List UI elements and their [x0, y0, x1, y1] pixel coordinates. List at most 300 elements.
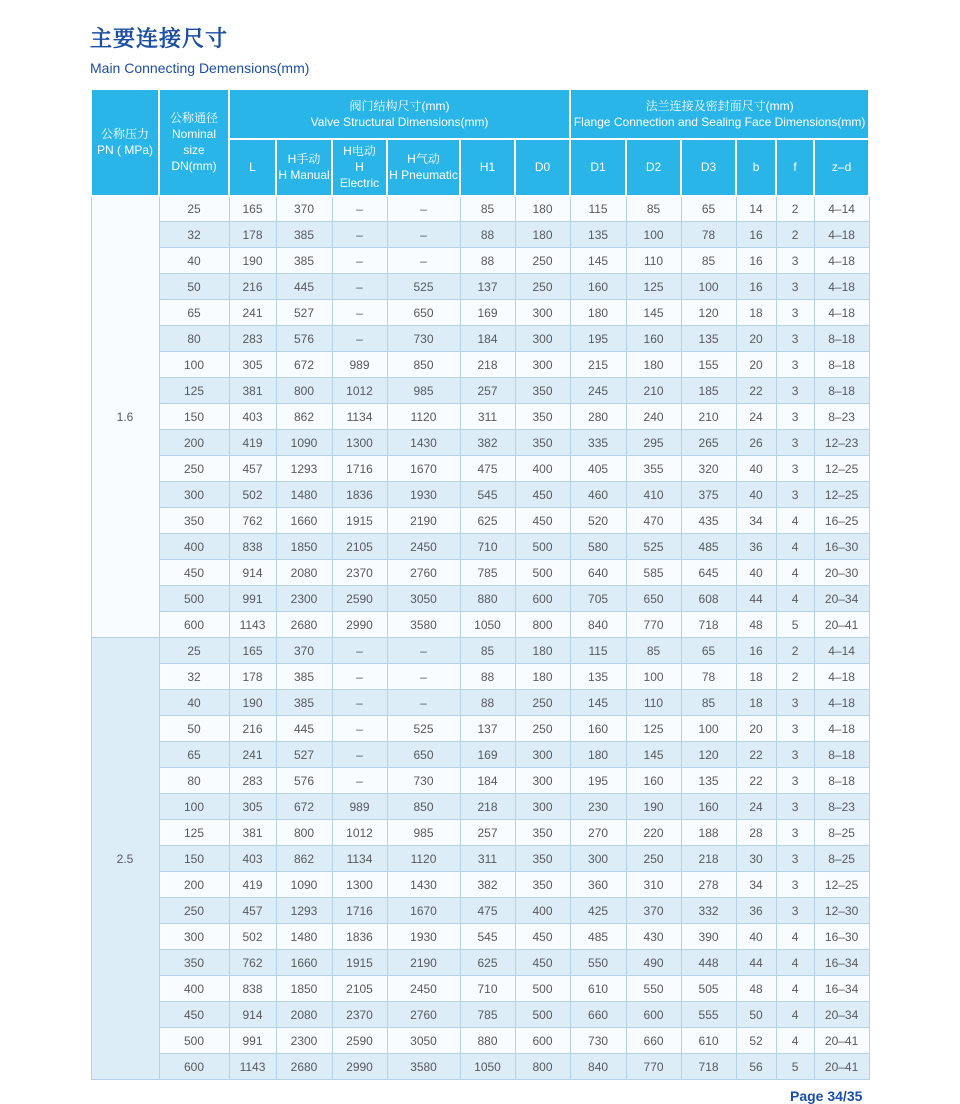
table-row [91, 352, 869, 378]
data-cell: 4–14 [814, 638, 869, 664]
data-cell: 3 [776, 456, 814, 482]
data-cell: 525 [387, 716, 460, 742]
data-cell: 610 [681, 1028, 736, 1054]
data-cell: 20–41 [814, 1054, 869, 1080]
dn-cell: 40 [159, 690, 229, 716]
data-cell: 350 [515, 378, 570, 404]
data-cell: 3 [776, 378, 814, 404]
data-cell: 85 [626, 196, 681, 222]
data-cell: 16–34 [814, 950, 869, 976]
data-cell: 405 [570, 456, 626, 482]
data-cell: 381 [229, 378, 276, 404]
header-col-d0 [515, 139, 570, 196]
data-cell: 370 [626, 898, 681, 924]
data-cell: 2680 [276, 1054, 332, 1080]
dn-cell: 450 [159, 560, 229, 586]
data-cell: 1050 [460, 612, 515, 638]
data-cell: 180 [570, 300, 626, 326]
data-cell: 3 [776, 326, 814, 352]
data-cell: 625 [460, 950, 515, 976]
data-cell: 88 [460, 248, 515, 274]
data-cell: 2990 [332, 612, 387, 638]
data-cell: 800 [515, 612, 570, 638]
data-cell: 4 [776, 586, 814, 612]
data-cell: 22 [736, 768, 776, 794]
data-cell: 218 [460, 794, 515, 820]
data-cell: 5 [776, 1054, 814, 1080]
data-cell: – [387, 690, 460, 716]
data-cell: 165 [229, 196, 276, 222]
data-cell: – [332, 326, 387, 352]
data-cell: 485 [681, 534, 736, 560]
data-cell: 8–18 [814, 326, 869, 352]
data-cell: 178 [229, 664, 276, 690]
data-cell: 527 [276, 742, 332, 768]
data-cell: 257 [460, 820, 515, 846]
data-cell: 880 [460, 586, 515, 612]
data-cell: 14 [736, 196, 776, 222]
data-cell: 403 [229, 846, 276, 872]
data-cell: 4 [776, 560, 814, 586]
data-cell: 545 [460, 482, 515, 508]
dn-cell: 500 [159, 1028, 229, 1054]
data-cell: 862 [276, 846, 332, 872]
data-cell: 672 [276, 794, 332, 820]
data-cell: 3 [776, 352, 814, 378]
data-cell: 3 [776, 872, 814, 898]
data-cell: 5 [776, 612, 814, 638]
dn-cell: 600 [159, 612, 229, 638]
data-cell: 190 [626, 794, 681, 820]
data-cell: 502 [229, 482, 276, 508]
data-cell: 311 [460, 404, 515, 430]
data-cell: 20–30 [814, 560, 869, 586]
dn-cell: 50 [159, 274, 229, 300]
data-cell: 1090 [276, 430, 332, 456]
data-cell: – [387, 196, 460, 222]
data-cell: 850 [387, 352, 460, 378]
header-col-d3 [681, 139, 736, 196]
dn-cell: 500 [159, 586, 229, 612]
data-cell: 125 [626, 274, 681, 300]
header-col-L [229, 139, 276, 196]
data-cell: 30 [736, 846, 776, 872]
table-row [91, 430, 869, 456]
data-cell: 762 [229, 950, 276, 976]
data-cell: 20–41 [814, 1028, 869, 1054]
dimensions-table [90, 88, 870, 1080]
dn-cell: 32 [159, 664, 229, 690]
data-cell: 245 [570, 378, 626, 404]
dn-cell: 350 [159, 508, 229, 534]
table-row [91, 820, 869, 846]
data-cell: 3050 [387, 586, 460, 612]
data-cell: 278 [681, 872, 736, 898]
data-cell: 216 [229, 274, 276, 300]
dn-cell: 125 [159, 378, 229, 404]
data-cell: 502 [229, 924, 276, 950]
data-cell: 770 [626, 612, 681, 638]
col-label: D1 [590, 160, 606, 175]
data-cell: 8–18 [814, 352, 869, 378]
data-cell: 403 [229, 404, 276, 430]
data-cell: 36 [736, 898, 776, 924]
col-label: D2 [645, 160, 662, 175]
data-cell: 12–25 [814, 872, 869, 898]
table-row [91, 300, 869, 326]
data-cell: 800 [276, 820, 332, 846]
header-col-d1 [570, 139, 626, 196]
dn-cell: 400 [159, 534, 229, 560]
data-cell: 2105 [332, 534, 387, 560]
data-cell: 2190 [387, 508, 460, 534]
data-cell: 265 [681, 430, 736, 456]
data-cell: – [332, 664, 387, 690]
col-label: L [249, 160, 256, 175]
data-cell: 34 [736, 872, 776, 898]
table-row [91, 534, 869, 560]
dn-cell: 150 [159, 404, 229, 430]
header-pn-zh: 公称压力 [100, 127, 149, 142]
data-cell: 100 [626, 664, 681, 690]
data-cell: 4 [776, 976, 814, 1002]
data-cell: 850 [387, 794, 460, 820]
data-cell: 672 [276, 352, 332, 378]
data-cell: 2450 [387, 976, 460, 1002]
data-cell: 16–30 [814, 924, 869, 950]
table-row [91, 742, 869, 768]
table-row [91, 846, 869, 872]
data-cell: 460 [570, 482, 626, 508]
data-cell: 180 [626, 352, 681, 378]
data-cell: 12–25 [814, 456, 869, 482]
data-cell: 1480 [276, 482, 332, 508]
data-cell: 300 [515, 768, 570, 794]
data-cell: – [387, 638, 460, 664]
page-number: Page 34/35 [790, 1088, 863, 1104]
data-cell: 550 [626, 976, 681, 1002]
header-group-flange [570, 89, 869, 139]
data-cell: 85 [626, 638, 681, 664]
data-cell: 2 [776, 196, 814, 222]
data-cell: 2300 [276, 1028, 332, 1054]
data-cell: 160 [626, 768, 681, 794]
data-cell: 660 [570, 1002, 626, 1028]
header-col-h1 [460, 139, 515, 196]
col-label: D0 [534, 160, 551, 175]
data-cell: 3 [776, 898, 814, 924]
data-cell: 1930 [387, 482, 460, 508]
data-cell: – [332, 196, 387, 222]
data-cell: 180 [515, 638, 570, 664]
data-cell: 40 [736, 456, 776, 482]
data-cell: 36 [736, 534, 776, 560]
title-block [90, 22, 309, 76]
dn-cell: 32 [159, 222, 229, 248]
data-cell: 3 [776, 690, 814, 716]
data-cell: 576 [276, 326, 332, 352]
dn-cell: 400 [159, 976, 229, 1002]
table-row [91, 664, 869, 690]
table-row [91, 924, 869, 950]
data-cell: 4–18 [814, 248, 869, 274]
data-cell: 22 [736, 378, 776, 404]
data-cell: 650 [387, 742, 460, 768]
data-cell: 24 [736, 404, 776, 430]
data-cell: 457 [229, 456, 276, 482]
data-cell: 3 [776, 404, 814, 430]
data-cell: 300 [515, 352, 570, 378]
data-cell: 320 [681, 456, 736, 482]
col-label-en: H Pneumatic [389, 168, 458, 183]
data-cell: 2190 [387, 950, 460, 976]
data-cell: 2105 [332, 976, 387, 1002]
data-cell: 184 [460, 768, 515, 794]
data-cell: 585 [626, 560, 681, 586]
data-cell: 8–18 [814, 742, 869, 768]
data-cell: 300 [570, 846, 626, 872]
header-group-valve-zh: 阀门结构尺寸(mm) [349, 98, 450, 113]
data-cell: 230 [570, 794, 626, 820]
col-label-en: H Electric [339, 160, 380, 191]
data-cell: 350 [515, 404, 570, 430]
data-cell: 4 [776, 924, 814, 950]
data-cell: – [387, 664, 460, 690]
data-cell: 600 [515, 1028, 570, 1054]
data-cell: 3 [776, 274, 814, 300]
data-cell: 210 [626, 378, 681, 404]
data-cell: 400 [515, 456, 570, 482]
data-cell: 880 [460, 1028, 515, 1054]
data-cell: 88 [460, 690, 515, 716]
data-cell: 250 [515, 274, 570, 300]
data-cell: 2990 [332, 1054, 387, 1080]
data-cell: 1143 [229, 612, 276, 638]
data-cell: 1300 [332, 872, 387, 898]
data-cell: 18 [736, 300, 776, 326]
dn-cell: 450 [159, 1002, 229, 1028]
data-cell: 50 [736, 1002, 776, 1028]
data-cell: 283 [229, 326, 276, 352]
data-cell: 1293 [276, 898, 332, 924]
dn-cell: 200 [159, 430, 229, 456]
data-cell: 1670 [387, 898, 460, 924]
data-cell: 645 [681, 560, 736, 586]
data-cell: 610 [570, 976, 626, 1002]
data-cell: 840 [570, 612, 626, 638]
data-cell: 180 [515, 196, 570, 222]
data-cell: 311 [460, 846, 515, 872]
data-cell: 762 [229, 508, 276, 534]
header-dn [159, 89, 229, 196]
data-cell: 85 [681, 248, 736, 274]
data-cell: 1120 [387, 846, 460, 872]
data-cell: 3 [776, 300, 814, 326]
data-cell: 500 [515, 560, 570, 586]
data-cell: 2300 [276, 586, 332, 612]
dn-cell: 350 [159, 950, 229, 976]
data-cell: 20 [736, 326, 776, 352]
data-cell: 350 [515, 820, 570, 846]
data-cell: 16 [736, 248, 776, 274]
data-cell: 300 [515, 300, 570, 326]
data-cell: 24 [736, 794, 776, 820]
data-cell: 110 [626, 248, 681, 274]
header-group-valve-en: Valve Structural Dimensions(mm) [310, 115, 489, 129]
data-cell: 350 [515, 430, 570, 456]
data-cell: 115 [570, 196, 626, 222]
data-cell: 188 [681, 820, 736, 846]
data-cell: 730 [387, 768, 460, 794]
table-row [91, 872, 869, 898]
data-cell: 4 [776, 1002, 814, 1028]
data-cell: 8–23 [814, 404, 869, 430]
data-cell: 48 [736, 976, 776, 1002]
data-cell: 85 [460, 638, 515, 664]
data-cell: 1716 [332, 456, 387, 482]
data-cell: 335 [570, 430, 626, 456]
header-group-valve [229, 89, 570, 139]
data-cell: 985 [387, 378, 460, 404]
pn-cell: 2.5 [91, 638, 159, 1080]
data-cell: 500 [515, 1002, 570, 1028]
data-cell: 1012 [332, 378, 387, 404]
data-cell: 100 [681, 274, 736, 300]
data-cell: 2 [776, 664, 814, 690]
data-cell: 1660 [276, 950, 332, 976]
data-cell: 8–18 [814, 378, 869, 404]
dn-cell: 600 [159, 1054, 229, 1080]
table-row [91, 586, 869, 612]
data-cell: 770 [626, 1054, 681, 1080]
data-cell: 165 [229, 638, 276, 664]
data-cell: 52 [736, 1028, 776, 1054]
col-label-en: H Manual [278, 168, 330, 183]
data-cell: 78 [681, 664, 736, 690]
data-cell: 550 [570, 950, 626, 976]
data-cell: 332 [681, 898, 736, 924]
page-subtitle: Main Connecting Demensions(mm) [90, 60, 310, 76]
data-cell: 400 [515, 898, 570, 924]
data-cell: 1430 [387, 872, 460, 898]
data-cell: 300 [515, 742, 570, 768]
data-cell: 88 [460, 222, 515, 248]
data-cell: 580 [570, 534, 626, 560]
data-cell: 160 [570, 716, 626, 742]
data-cell: 991 [229, 586, 276, 612]
data-cell: 545 [460, 924, 515, 950]
dn-cell: 25 [159, 196, 229, 222]
data-cell: 1293 [276, 456, 332, 482]
header-group-flange-en: Flange Connection and Sealing Face Dimensions(mm) [573, 115, 866, 129]
data-cell: 1850 [276, 534, 332, 560]
data-cell: 85 [460, 196, 515, 222]
data-cell: 838 [229, 976, 276, 1002]
data-cell: 838 [229, 534, 276, 560]
data-cell: 3050 [387, 1028, 460, 1054]
data-cell: 3 [776, 794, 814, 820]
data-cell: 350 [515, 872, 570, 898]
data-cell: 20–34 [814, 586, 869, 612]
data-cell: 44 [736, 586, 776, 612]
data-cell: 65 [681, 638, 736, 664]
data-cell: 2080 [276, 1002, 332, 1028]
data-cell: 1134 [332, 846, 387, 872]
data-cell: 3 [776, 768, 814, 794]
data-cell: 4 [776, 950, 814, 976]
data-cell: 18 [736, 690, 776, 716]
table-header [91, 89, 869, 196]
data-cell: 600 [626, 1002, 681, 1028]
data-cell: 1300 [332, 430, 387, 456]
header-dn-zh: 公称通径 [169, 110, 218, 125]
data-cell: 370 [276, 638, 332, 664]
table-row [91, 248, 869, 274]
data-cell: 350 [515, 846, 570, 872]
data-cell: – [332, 222, 387, 248]
data-cell: 375 [681, 482, 736, 508]
data-cell: 505 [681, 976, 736, 1002]
data-cell: 660 [626, 1028, 681, 1054]
data-cell: 145 [626, 300, 681, 326]
data-cell: 2680 [276, 612, 332, 638]
data-cell: – [387, 248, 460, 274]
table-row [91, 612, 869, 638]
data-cell: 4–14 [814, 196, 869, 222]
data-cell: 12–25 [814, 482, 869, 508]
data-cell: 650 [387, 300, 460, 326]
data-cell: 1134 [332, 404, 387, 430]
header-col-h-pneumatic [387, 139, 460, 196]
data-cell: 1660 [276, 508, 332, 534]
table-row [91, 638, 869, 664]
data-cell: – [332, 248, 387, 274]
data-cell: 730 [387, 326, 460, 352]
data-cell: – [332, 768, 387, 794]
data-cell: 445 [276, 274, 332, 300]
data-cell: 730 [570, 1028, 626, 1054]
data-cell: 8–25 [814, 820, 869, 846]
data-cell: 1480 [276, 924, 332, 950]
data-cell: 178 [229, 222, 276, 248]
data-cell: 4–18 [814, 716, 869, 742]
data-cell: 470 [626, 508, 681, 534]
data-cell: 300 [515, 326, 570, 352]
data-cell: 1836 [332, 482, 387, 508]
data-cell: 450 [515, 508, 570, 534]
data-cell: 8–25 [814, 846, 869, 872]
data-cell: 16–30 [814, 534, 869, 560]
data-cell: 705 [570, 586, 626, 612]
data-cell: – [332, 300, 387, 326]
header-pn [91, 89, 159, 196]
data-cell: 135 [681, 326, 736, 352]
header-pn-en: PN ( MPa) [96, 143, 153, 158]
data-cell: 137 [460, 274, 515, 300]
data-cell: 1430 [387, 430, 460, 456]
data-cell: 110 [626, 690, 681, 716]
data-cell: 445 [276, 716, 332, 742]
col-label: H1 [479, 160, 496, 175]
data-cell: 135 [570, 664, 626, 690]
table-row [91, 560, 869, 586]
data-cell: 250 [515, 716, 570, 742]
data-cell: 4–18 [814, 222, 869, 248]
data-cell: – [387, 222, 460, 248]
table-row [91, 1028, 869, 1054]
data-cell: 450 [515, 482, 570, 508]
data-cell: 40 [736, 924, 776, 950]
